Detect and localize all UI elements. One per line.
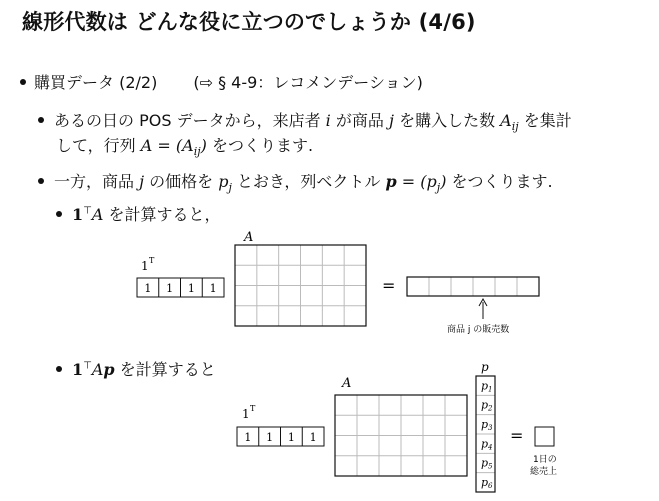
vector-def: = $(p_j)$ bbox=[401, 172, 447, 195]
equals-sign: = bbox=[382, 276, 396, 295]
ones-vector: 1 bbox=[72, 205, 84, 224]
ones-sup-2: T bbox=[250, 404, 256, 413]
ones-cell: 1 bbox=[309, 431, 317, 444]
vector-entry: p3 bbox=[481, 418, 493, 432]
transpose: ⊤ bbox=[83, 205, 92, 217]
ones-row-vector bbox=[137, 278, 224, 297]
vector-entry: p5 bbox=[481, 456, 493, 471]
result-caption: 商品 j の販売数 bbox=[447, 325, 510, 335]
price-column-vector bbox=[476, 376, 495, 492]
total-caption-line2: 総売上 bbox=[530, 467, 558, 477]
var-j: j bbox=[139, 172, 145, 191]
text: をつくります. bbox=[212, 136, 314, 155]
ones-label: 1 bbox=[141, 259, 149, 273]
matrix-A: A bbox=[91, 360, 104, 379]
vector-entry: p4 bbox=[481, 437, 493, 452]
vector-p: p bbox=[385, 172, 397, 191]
vector-p: p bbox=[103, 360, 115, 379]
matrix-label-2: A bbox=[342, 376, 352, 391]
matrix-label: A bbox=[244, 230, 254, 245]
var-Aij: $A_{ij}$ bbox=[500, 111, 519, 134]
vector-entry: p6 bbox=[481, 476, 493, 490]
matrix-grid bbox=[235, 245, 366, 326]
ones-cell: 1 bbox=[187, 282, 195, 295]
slide-title: 線形代数は どんな役に立つのでしょうか (4/6) bbox=[22, 10, 476, 34]
ones-cell: 1 bbox=[266, 431, 274, 444]
bullet-dot bbox=[56, 366, 62, 372]
text: を集計 bbox=[523, 111, 572, 130]
text: を計算すると bbox=[119, 360, 216, 379]
ones-cell: 1 bbox=[209, 282, 217, 295]
ones-sup: T bbox=[149, 256, 155, 265]
section-heading: 購買データ (2/2) bbox=[34, 73, 158, 92]
var-j: j bbox=[389, 111, 394, 130]
ones-label-2: 1 bbox=[242, 407, 250, 421]
ones-cell: 1 bbox=[287, 431, 295, 444]
text: とおき，列ベクトル bbox=[237, 172, 381, 191]
equals-sign-2: = bbox=[510, 426, 524, 445]
vector-entry: p2 bbox=[481, 398, 493, 413]
text: を計算すると， bbox=[108, 205, 221, 224]
ones-vector: 1 bbox=[72, 360, 84, 379]
ones-cell: 1 bbox=[244, 431, 252, 444]
text: して，行列 bbox=[56, 136, 136, 155]
matrix-def: $A = (A_{ij})$ bbox=[140, 136, 207, 159]
ones-cell: 1 bbox=[166, 282, 174, 295]
text: を購入した数 bbox=[399, 111, 496, 130]
vector-entry: p1 bbox=[481, 379, 493, 394]
var-pj: $p_j$ bbox=[218, 172, 232, 195]
text: あるの日の POS データから，来店者 bbox=[54, 111, 321, 130]
total-caption-line1: 1日の bbox=[533, 455, 557, 465]
cross-reference: (⇨ § 4-9：レコメンデーション) bbox=[193, 73, 423, 92]
vector-label: p bbox=[481, 360, 489, 374]
matrix-grid-2 bbox=[335, 395, 467, 476]
text: 一方，商品 bbox=[54, 172, 135, 191]
ones-cell: 1 bbox=[144, 282, 152, 295]
text: が商品 bbox=[335, 111, 384, 130]
result-scalar-box bbox=[535, 427, 554, 446]
var-i: i bbox=[325, 111, 331, 130]
ones-row-vector-2 bbox=[237, 427, 324, 446]
text: の価格を bbox=[149, 172, 214, 191]
transpose: ⊤ bbox=[83, 360, 92, 372]
matrix-A: A bbox=[91, 205, 104, 224]
text: をつくります. bbox=[451, 172, 553, 191]
sub-bullet-1tAp bbox=[56, 357, 216, 380]
result-row-vector bbox=[407, 277, 539, 296]
